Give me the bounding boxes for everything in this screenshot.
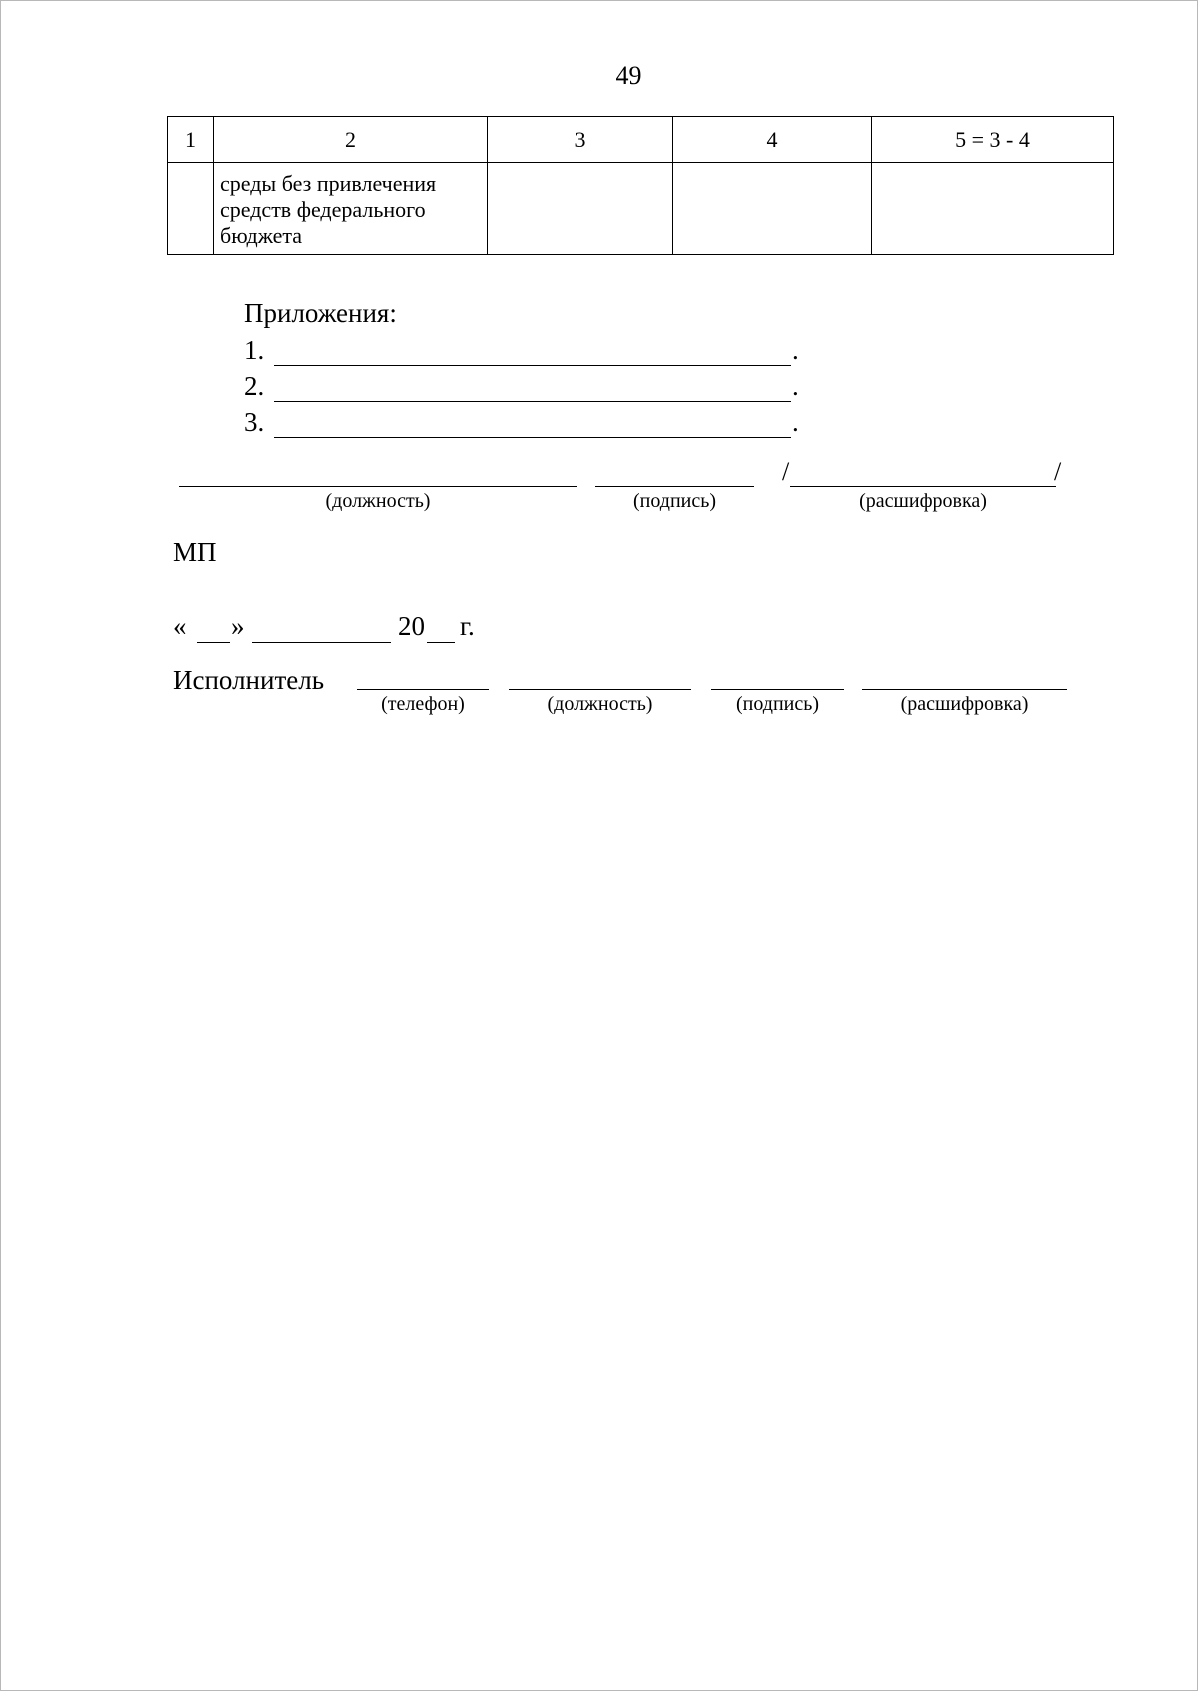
appendix-item-line[interactable] [274, 365, 791, 366]
decryption-line[interactable] [790, 486, 1056, 487]
table-cell [872, 163, 1114, 255]
column-header: 2 [214, 117, 488, 163]
appendix-item-number: 1. [244, 335, 265, 365]
appendix-item-terminator: . [792, 371, 799, 401]
appendix-item-number: 2. [244, 371, 265, 401]
performer-phone-caption: (телефон) [381, 693, 465, 715]
position-line[interactable] [179, 486, 577, 487]
table-cell [673, 163, 872, 255]
column-header: 3 [488, 117, 673, 163]
date-month-line[interactable] [252, 642, 391, 643]
stamp-label: МП [173, 537, 217, 567]
date-close-quote: » [231, 611, 245, 641]
date-day-line[interactable] [197, 642, 230, 643]
performer-signature-caption: (подпись) [735, 693, 820, 715]
appendix-item-terminator: . [792, 407, 799, 437]
signature-line[interactable] [595, 486, 754, 487]
date-year-suffix: г. [460, 611, 475, 641]
performer-position-line[interactable] [509, 689, 691, 690]
decryption-open-slash: / [782, 457, 790, 486]
table-row [168, 163, 1114, 255]
performer-phone-line[interactable] [357, 689, 489, 690]
table-header-row [168, 117, 1114, 163]
column-header: 5 = 3 - 4 [872, 117, 1114, 163]
decryption-close-slash: / [1054, 457, 1062, 486]
performer-signature-line[interactable] [711, 689, 844, 690]
appendix-title: Приложения: [244, 298, 397, 328]
position-caption: (должность) [325, 490, 431, 512]
performer-decryption-line[interactable] [862, 689, 1067, 690]
date-open-quote: « [173, 611, 187, 641]
table-cell [214, 163, 488, 255]
appendix-item-number: 3. [244, 407, 265, 437]
decryption-caption: (расшифровка) [859, 490, 987, 512]
table-cell [168, 163, 214, 255]
column-header: 1 [168, 117, 214, 163]
appendix-item-line[interactable] [274, 437, 791, 438]
signature-caption: (подпись) [632, 490, 717, 512]
performer-label: Исполнитель [173, 665, 325, 695]
budget-table [167, 116, 1114, 255]
table-cell [488, 163, 673, 255]
appendix-item-terminator: . [792, 335, 799, 365]
table-cell-text: среды без привлечения средств федерального бюджета [220, 171, 437, 248]
appendix-item-line[interactable] [274, 401, 791, 402]
page-number: 49 [615, 61, 642, 90]
date-year-line[interactable] [427, 642, 455, 643]
performer-position-caption: (должность) [547, 693, 653, 715]
performer-decryption-caption: (расшифровка) [900, 693, 1029, 715]
column-header: 4 [673, 117, 872, 163]
date-year-prefix: 20 [398, 611, 425, 641]
